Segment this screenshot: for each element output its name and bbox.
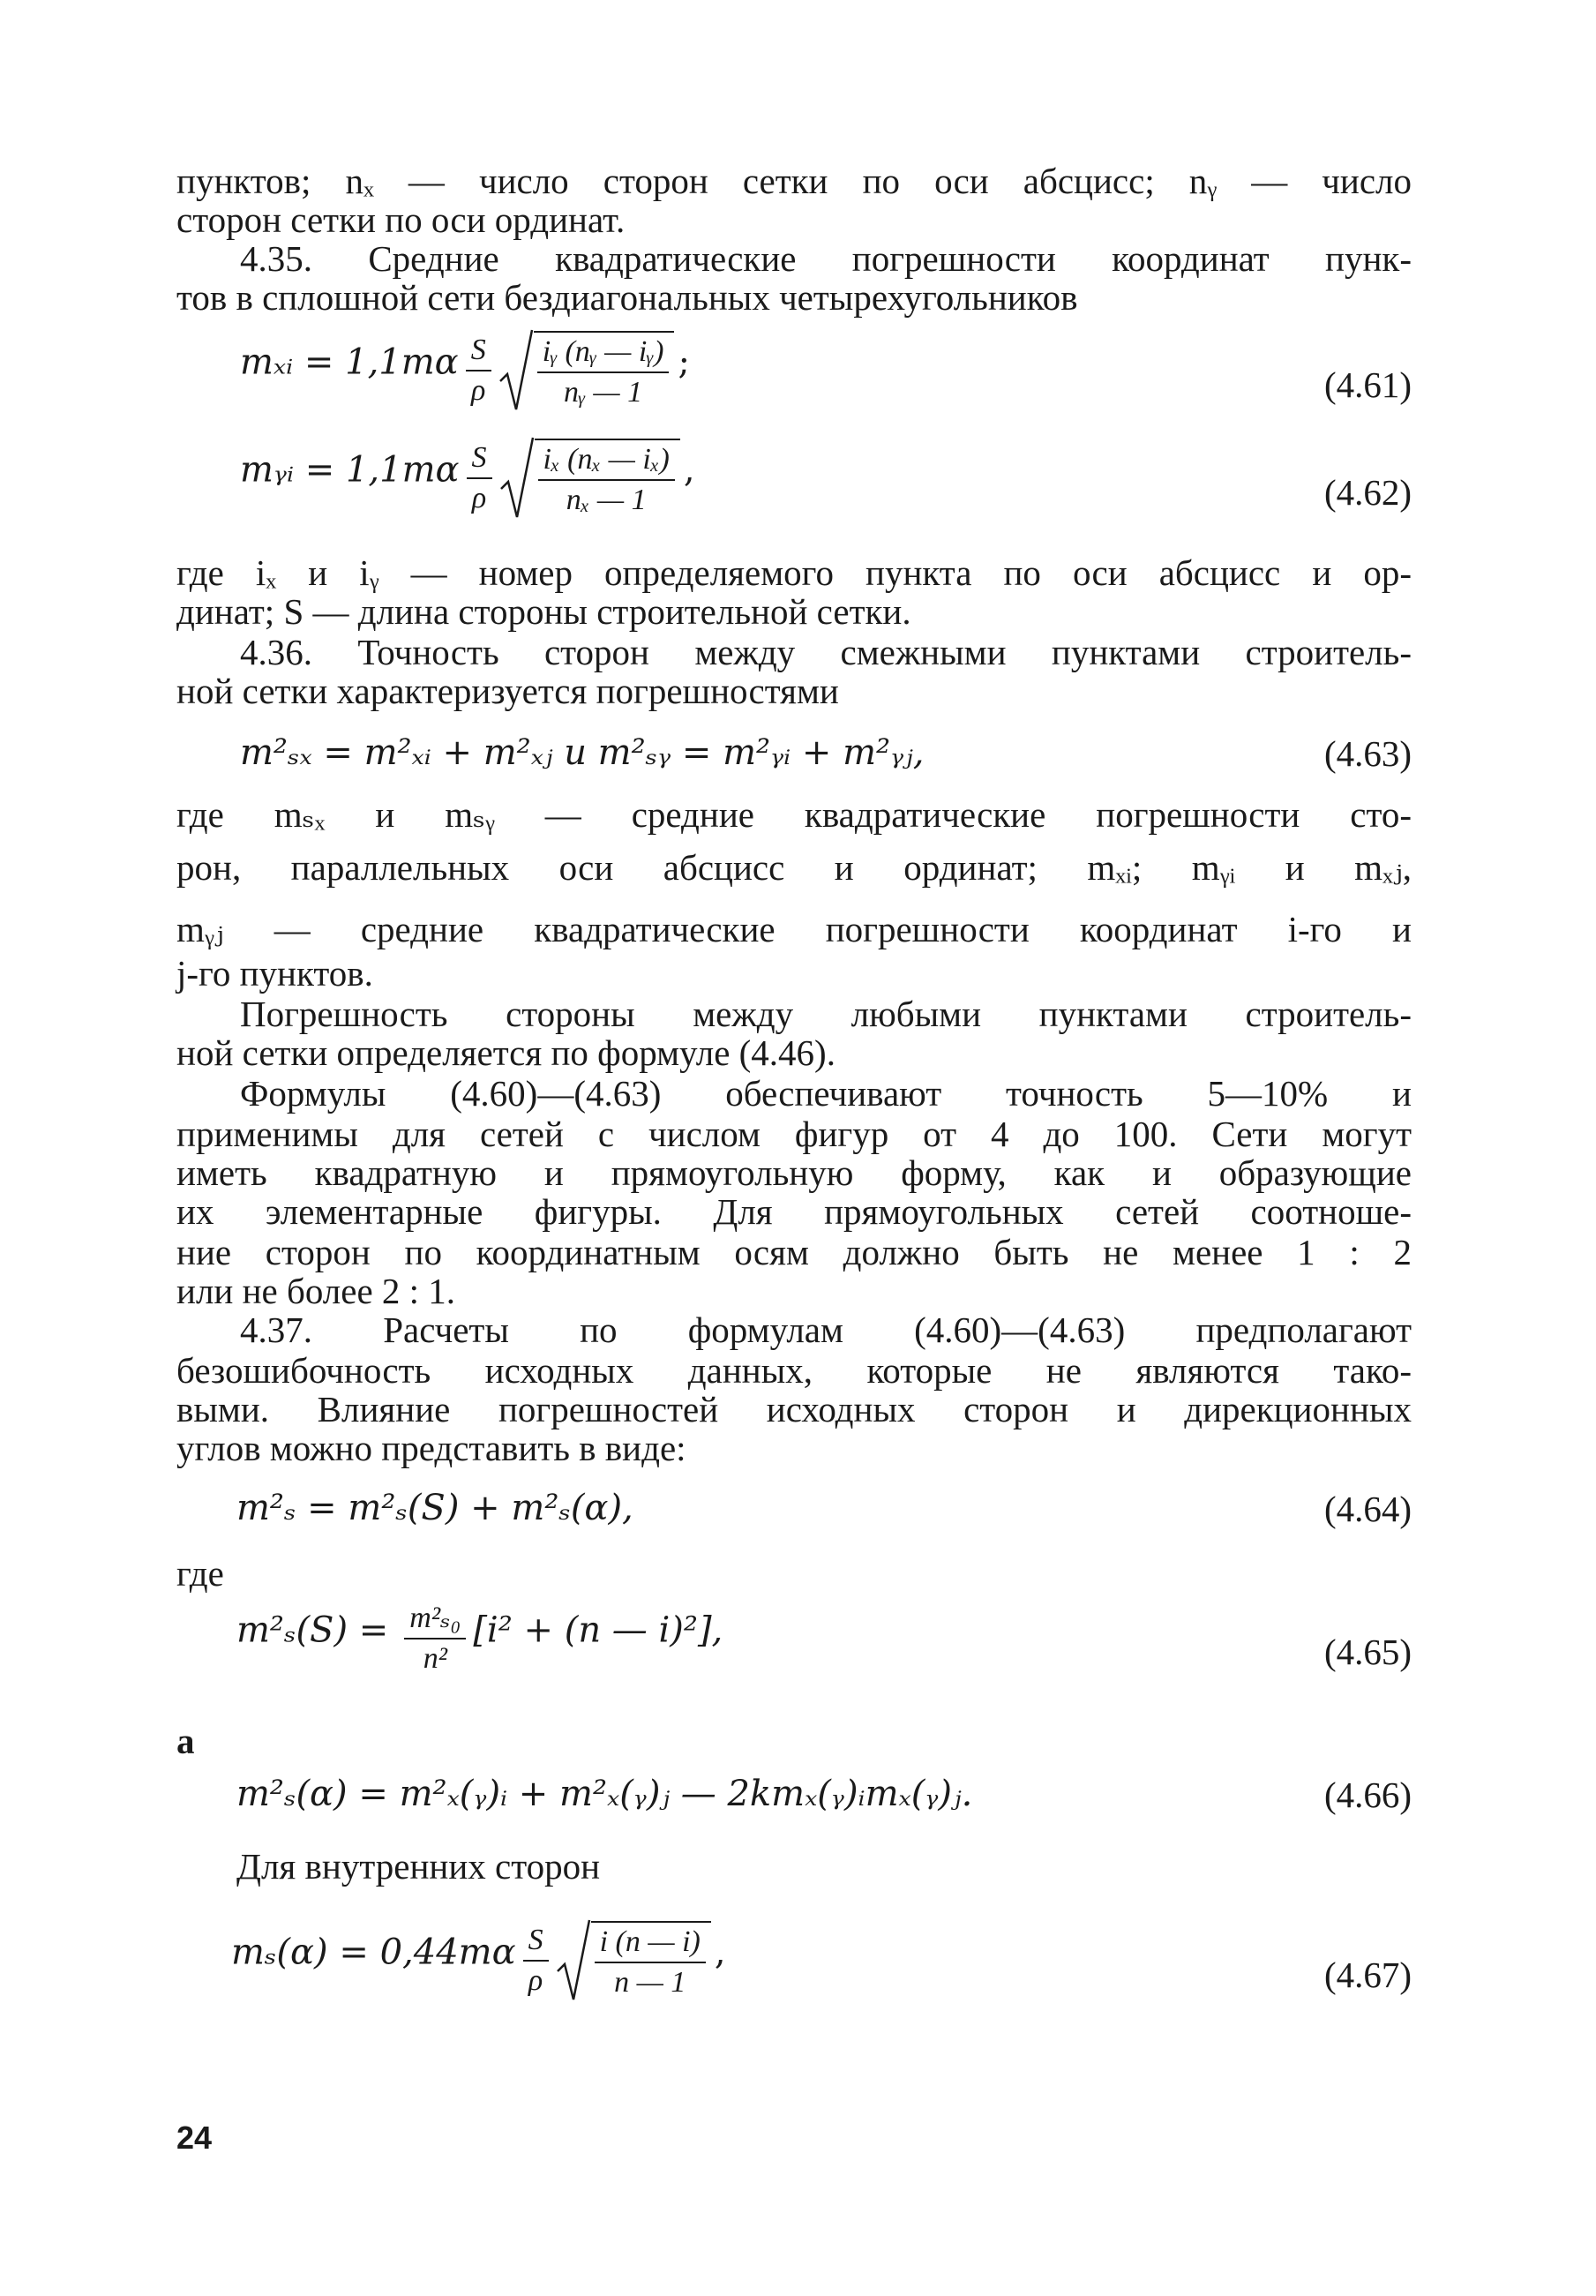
text-line: их элементарные фигуры. Для прямоугольных сетей соотноше- bbox=[176, 1191, 1412, 1232]
sqrt-icon bbox=[499, 436, 535, 521]
text-line: Формулы (4.60)—(4.63) обеспечивают точность 5—10% и bbox=[240, 1073, 1412, 1114]
equation-number: (4.62) bbox=[1323, 472, 1412, 513]
text-line: ной сетки определяется по формуле (4.46). bbox=[176, 1032, 835, 1073]
formula-4-64: m²ₛ = m²ₛ(S) + m²ₛ(α), bbox=[236, 1488, 633, 1528]
equation-number: (4.61) bbox=[1323, 364, 1412, 405]
text-line: выми. Влияние погрешностей исходных сторон и дирекционных bbox=[176, 1389, 1412, 1429]
sqrt-icon bbox=[498, 328, 534, 413]
text-line: сторон сетки по оси ординат. bbox=[176, 199, 626, 240]
page-number: 24 bbox=[176, 2120, 213, 2156]
text-line: 4.35. Средние квадратические погрешности координат пунк- bbox=[240, 238, 1412, 279]
text-line: углов можно представить в виде: bbox=[176, 1428, 686, 1468]
text-line: или не более 2 : 1. bbox=[176, 1271, 456, 1311]
text-line: mᵧⱼ — средние квадратические погрешности координат i-го и bbox=[176, 909, 1412, 949]
text-line: пунктов; nₓ — число сторон сетки по оси абсцисс; nᵧ — число bbox=[176, 161, 1412, 201]
equation-number: (4.67) bbox=[1323, 1955, 1412, 1995]
text-line: Погрешность стороны между любыми пунктами строитель- bbox=[240, 994, 1412, 1034]
equation-number: (4.66) bbox=[1323, 1775, 1412, 1815]
equation-number: (4.64) bbox=[1323, 1489, 1412, 1529]
text-line: 4.37. Расчеты по формулам (4.60)—(4.63) предполагают bbox=[240, 1309, 1412, 1350]
text-line: а bbox=[176, 1721, 195, 1761]
text-line: безошибочность исходных данных, которые не являются тако- bbox=[176, 1350, 1412, 1391]
formula-4-61: mₓᵢ = 1,1mα $\frac{S}{\rho}$ $\frac{\text{iᵧ (nᵧ — iᵧ)}}{\text{nᵧ — 1}}$ ; bbox=[240, 328, 690, 413]
text-line: рон, параллельных оси абсцисс и ординат; mₓᵢ; mᵧᵢ и mₓⱼ, bbox=[176, 847, 1412, 888]
equation-number: (4.63) bbox=[1323, 733, 1412, 774]
formula-4-67: mₛ(α) = 0,44mα $\frac{S}{\rho}$ $\frac{i (n — i)}{n — 1}$ , bbox=[231, 1918, 726, 2003]
text-line: тов в сплошной сети бездиагональных четырехугольников bbox=[176, 277, 1078, 318]
formula-4-62: mᵧᵢ = 1,1mα $\frac{S}{\rho}$ $\frac{\text{iₓ (nₓ — iₓ)}}{\text{nₓ — 1}}$ , bbox=[240, 436, 695, 521]
equation-number: (4.65) bbox=[1323, 1632, 1412, 1672]
text-line: ной сетки характеризуется погрешностями bbox=[176, 671, 839, 711]
text-line: где iₓ и iᵧ — номер определяемого пункта по оси абсцисс и ор- bbox=[176, 552, 1412, 593]
text-line: 4.36. Точность сторон между смежными пунктами строитель- bbox=[240, 632, 1412, 672]
text-line: иметь квадратную и прямоугольную форму, как и образующие bbox=[176, 1152, 1412, 1193]
text-line: ние сторон по координатным осям должно быть не менее 1 : 2 bbox=[176, 1232, 1412, 1272]
formula-4-63: m²ₛₓ = m²ₓᵢ + m²ₓⱼ и m²ₛᵧ = m²ᵧᵢ + m²ᵧⱼ, bbox=[240, 732, 925, 773]
text-line: Для внутренних сторон bbox=[236, 1846, 601, 1887]
sqrt-icon bbox=[556, 1918, 591, 2003]
text-line: применимы для сетей с числом фигур от 4 до 100. Сети могут bbox=[176, 1114, 1412, 1154]
text-line: динат; S — длина стороны строительной сетки. bbox=[176, 591, 911, 632]
formula-4-65: m²ₛ(S) = $\frac{\text{m²ₛ₀}}{\text{n²}}$ [i² + (n — i)²], bbox=[236, 1602, 723, 1675]
text-line: где bbox=[176, 1553, 224, 1594]
formula-4-66: m²ₛ(α) = m²ₓ(ᵧ)ᵢ + m²ₓ(ᵧ)ⱼ — 2kmₓ(ᵧ)ᵢmₓ(ᵧ)ⱼ. bbox=[236, 1774, 973, 1814]
text-line: где mₛₓ и mₛᵧ — средние квадратические погрешности сто- bbox=[176, 794, 1412, 835]
text-line: j-го пунктов. bbox=[176, 953, 373, 994]
